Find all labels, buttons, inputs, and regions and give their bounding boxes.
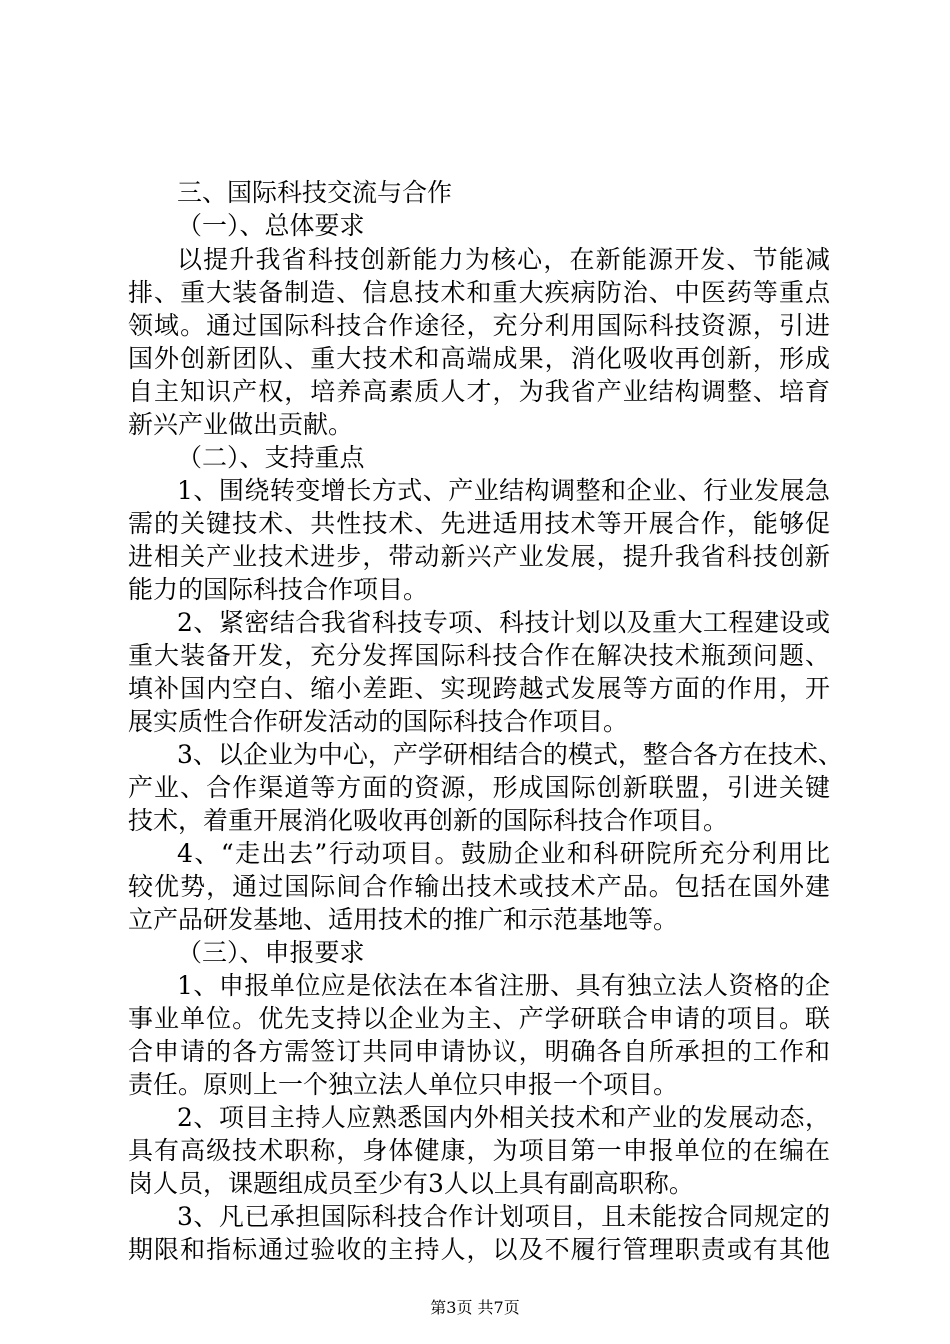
section-heading: 三、国际科技交流与合作 bbox=[177, 178, 453, 207]
paragraph-line: 责任。原则上一个独立法人单位只申报一个项目。 bbox=[128, 1070, 679, 1099]
paragraph-line: 事业单位。优先支持以企业为主、产学研联合申请的项目。联 bbox=[128, 1004, 830, 1033]
paragraph-line: 产业、合作渠道等方面的资源，形成国际创新联盟，引进关键 bbox=[128, 773, 830, 802]
paragraph-line: 需的关键技术、共性技术、先进适用技术等开展合作，能够促 bbox=[128, 509, 830, 538]
paragraph-line: 领域。通过国际科技合作途径，充分利用国际科技资源，引进 bbox=[128, 311, 830, 340]
paragraph-line: 3、凡已承担国际科技合作计划项目，且未能按合同规定的 bbox=[177, 1202, 830, 1231]
paragraph-line: 能力的国际科技合作项目。 bbox=[128, 575, 429, 604]
paragraph-line: 1、申报单位应是依法在本省注册、具有独立法人资格的企 bbox=[177, 971, 830, 1000]
paragraph-line: 具有高级技术职称，身体健康，为项目第一申报单位的在编在 bbox=[128, 1136, 830, 1165]
paragraph-line: 自主知识产权，培养高素质人才，为我省产业结构调整、培育 bbox=[128, 377, 830, 406]
paragraph-line: 较优势，通过国际间合作输出技术或技术产品。包括在国外建 bbox=[128, 872, 830, 901]
paragraph-line: 重大装备开发，充分发挥国际科技合作在解决技术瓶颈问题、 bbox=[128, 641, 830, 670]
subsection-heading: （三）、申报要求 bbox=[177, 938, 365, 967]
paragraph-line: 4、“走出去”行动项目。鼓励企业和科研院所充分利用比 bbox=[177, 839, 830, 868]
paragraph-line: 合申请的各方需签订共同申请协议，明确各自所承担的工作和 bbox=[128, 1037, 830, 1066]
paragraph-line: 3、以企业为中心，产学研相结合的模式，整合各方在技术、 bbox=[177, 740, 843, 769]
paragraph-line: 2、项目主持人应熟悉国内外相关技术和产业的发展动态， bbox=[177, 1103, 830, 1132]
paragraph-line: 展实质性合作研发活动的国际科技合作项目。 bbox=[128, 707, 629, 736]
paragraph-line: 进相关产业技术进步，带动新兴产业发展，提升我省科技创新 bbox=[128, 542, 830, 571]
subsection-heading: （二）、支持重点 bbox=[177, 443, 365, 472]
paragraph-line: 岗人员，课题组成员至少有3人以上具有副高职称。 bbox=[128, 1169, 694, 1198]
paragraph-line: 技术，着重开展消化吸收再创新的国际科技合作项目。 bbox=[128, 806, 729, 835]
paragraph-line: 2、紧密结合我省科技专项、科技计划以及重大工程建设或 bbox=[177, 608, 830, 637]
subsection-heading: （一）、总体要求 bbox=[177, 211, 365, 240]
page-number-footer: 第3页 共7页 bbox=[430, 1298, 520, 1317]
paragraph-line: 国外创新团队、重大技术和高端成果，消化吸收再创新，形成 bbox=[128, 344, 830, 373]
paragraph-line: 1、围绕转变增长方式、产业结构调整和企业、行业发展急 bbox=[177, 476, 830, 505]
paragraph-line: 立产品研发基地、适用技术的推广和示范基地等。 bbox=[128, 905, 679, 934]
paragraph-line: 期限和指标通过验收的主持人，以及不履行管理职责或有其他 bbox=[128, 1235, 830, 1264]
paragraph-line: 排、重大装备制造、信息技术和重大疾病防治、中医药等重点 bbox=[128, 278, 830, 307]
paragraph-line: 填补国内空白、缩小差距、实现跨越式发展等方面的作用，开 bbox=[128, 674, 830, 703]
paragraph-line: 新兴产业做出贡献。 bbox=[128, 410, 354, 439]
paragraph-line: 以提升我省科技创新能力为核心，在新能源开发、节能减 bbox=[177, 245, 830, 274]
